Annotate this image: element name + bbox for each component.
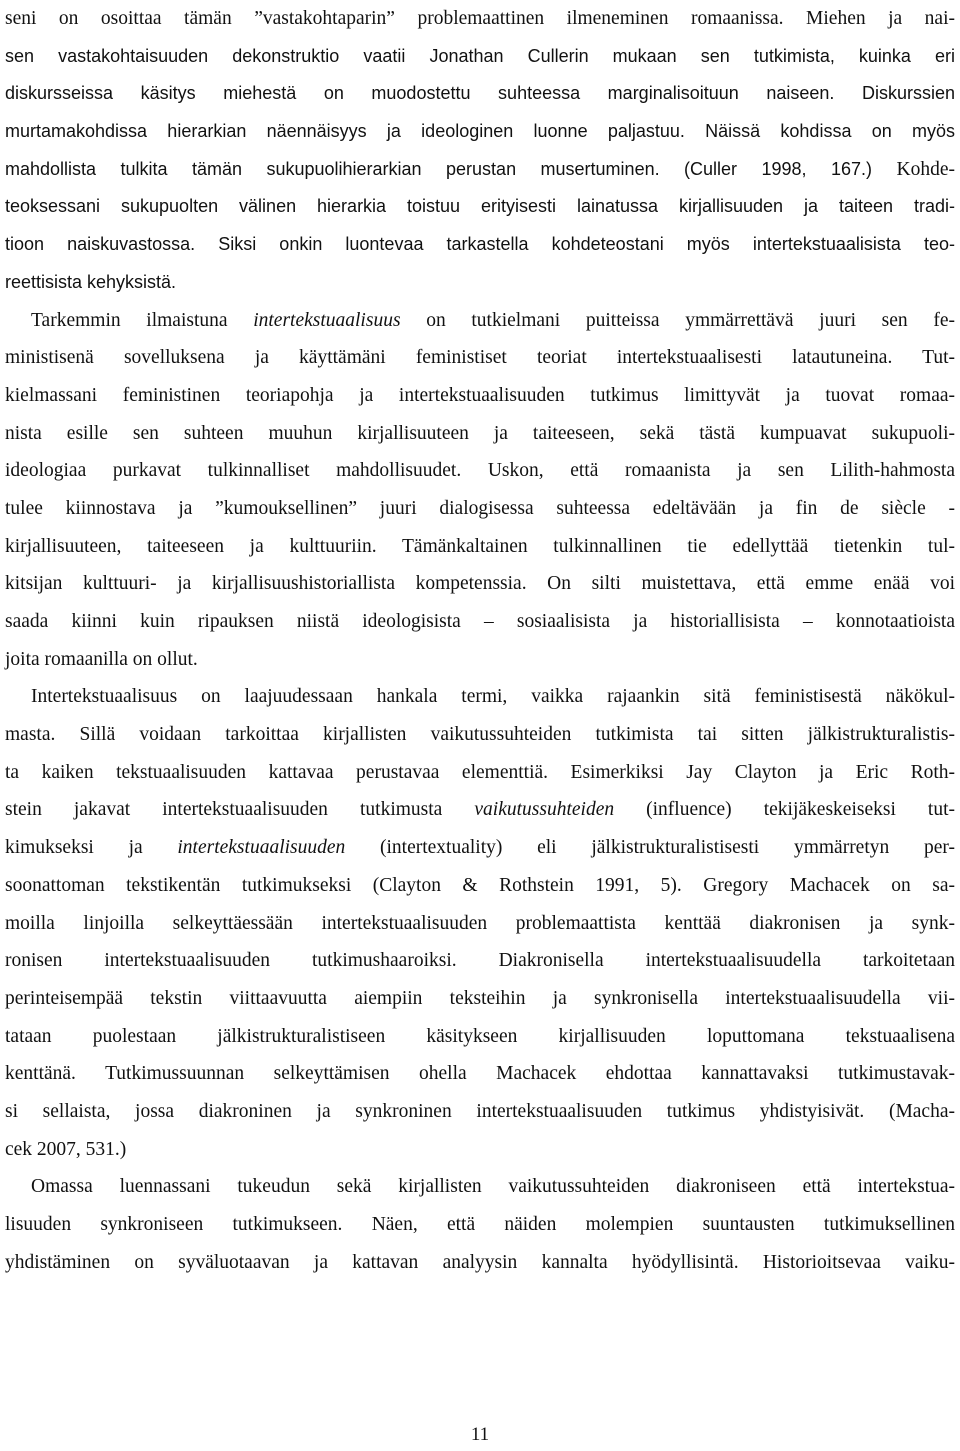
text-line [5,754,955,792]
text-line [5,113,955,151]
text-segment: kimukseksi ja [5,837,178,859]
text-line [5,0,955,38]
text-segment: stein jakavat intertekstuaalisuuden tutkimusta [5,799,475,821]
text-line [5,980,955,1018]
text-segment: ronisen intertekstuaalisuuden tutkimushaaroiksi. Diakronisella intertekstuaalisuudella tarkoitetaan [5,950,955,972]
page-number: 11 [470,1424,490,1445]
text-line [5,1055,955,1093]
text-line [5,339,955,377]
text-segment: Tarkemmin ilmaistuna [31,309,254,331]
text-line [5,716,955,754]
text-segment: perinteisempää tekstin viittaavuutta aiempiin teksteihin ja synkronisella intertekstuaalisuudella vii- [5,987,955,1009]
text-segment: ministisenä sovelluksena ja käyttämäni feministiset teoriat intertekstuaalisesti latautuneina. Tut- [5,347,955,369]
text-line [5,603,955,641]
text-line [5,490,955,528]
text-line [5,641,955,679]
text-line [5,867,955,905]
text-line [5,264,955,302]
text-line [5,1168,955,1206]
text-line [5,302,955,340]
text-line [5,188,955,226]
text-segment: masta. Sillä voidaan tarkoittaa kirjallisten vaikutussuhteiden tutkimista tai sitten jälkistrukturalistis- [5,724,955,746]
text-line [5,1206,955,1244]
text-segment: kirjallisuuteen, taiteeseen ja kulttuuriin. Tämänkaltainen tulkinnallinen tie edellyttää tietenkin tul- [5,535,955,557]
text-segment: ideologiaa purkavat tulkinnalliset mahdollisuudet. Uskon, että romaanista ja sen Lilith-hahmosta [5,460,955,482]
text-segment: soonattoman tekstikentän tutkimukseksi (Clayton & Rothstein 1991, 5). Gregory Machacek on sa- [5,874,955,896]
text-segment: Kohde- [896,158,955,180]
text-segment: cek 2007, 531.) [5,1138,127,1160]
text-line [5,528,955,566]
text-line [5,678,955,716]
text-line [5,905,955,943]
text-segment: (intertextuality) eli jälkistrukturalistisesti ymmärretyn per- [345,837,955,859]
text-segment: si sellaista, jossa diakroninen ja synkroninen intertekstuaalisuuden tutkimus yhdistyisivät. (Macha- [5,1100,955,1122]
text-line [5,38,955,76]
text-line [5,829,955,867]
text-segment: Diskurssien [861,83,955,104]
text-segment: saada kiinni kuin ripauksen niistä ideologisista – sosiaalisista ja historiallisista – konnotaatioista [5,611,955,632]
text-segment: teoksessani sukupuolten välinen hierarkia toistuu erityisesti lainatussa kirjallisuuden ja taiteen tradi- [5,196,955,217]
text-line [5,1093,955,1131]
text-segment: nista esille sen suhteen muuhun kirjallisuuteen ja taiteeseen, sekä tästä kumpuavat sukupuoli- [5,422,955,444]
text-segment: kenttänä. Tutkimussuunnan selkeyttämisen ohella Machacek ehdottaa kannattavaksi tutkimustavak- [5,1063,955,1085]
text-segment: sen vastakohtaisuuden dekonstruktio vaatii Jonathan Cullerin mukaan sen tutkimista, kuinka eri [5,45,955,66]
text-line [5,1244,955,1282]
text-line [5,452,955,490]
text-segment: tataan puolestaan jälkistrukturalistiseen käsitykseen kirjallisuuden loputtomana tekstuaalisena [5,1025,955,1047]
text-line [5,1018,955,1056]
text-segment: joita romaanilla on ollut. [5,648,198,670]
text-segment: on tutkielmani puitteissa ymmärrettävä juuri sen fe- [400,309,955,331]
text-line [5,75,955,113]
text-line [5,942,955,980]
text-segment: kielmassani feministinen teoriapohja ja intertekstuaalisuuden tutkimus limittyvät ja tuovat romaa- [5,384,955,406]
text-segment: tioon naiskuvastossa. [5,234,219,255]
text-line [5,377,955,415]
text-segment: ta kaiken tekstuaalisuuden kattavaa perustavaa elementtiä. Esimerkiksi Jay Clayton ja Eric Roth- [5,761,955,783]
text-segment: murtamakohdissa hierarkian näennäisyys ja ideologinen luonne paljastuu. Näissä kohdissa on myös [5,121,955,142]
text-segment: moilla linjoilla selkeyttäessään intertekstuaalisuuden problemaattista kenttää diakronisen ja synk- [5,912,955,934]
text-segment: Siksi onkin luontevaa tarkastella kohdeteostani myös intertekstuaalisista teo- [218,234,955,255]
document-page [5,0,955,1281]
text-line [5,415,955,453]
text-line [5,791,955,829]
text-segment: tulee kiinnostava ja ”kumouksellinen” juuri dialogisessa suhteessa edeltävään ja fin de siècle - [5,497,955,519]
text-segment: (influence) tekijäkeskeiseksi tut- [614,799,955,821]
text-segment: lisuuden synkroniseen tutkimukseen. Näen, että näiden molempien suuntausten tutkimuksellinen [5,1214,955,1235]
text-segment: mahdollista tulkita tämän sukupuolihierarkian perustan musertuminen. (Culler 1998, 167.) [5,158,897,179]
text-segment: yhdistäminen on syväluotaavan ja kattavan analyysin kannalta hyödyllisintä. Historioitsevaa vaiku- [5,1251,955,1273]
italic-term: vaikutussuhteiden [474,799,615,821]
text-segment: diskursseissa käsitys miehestä on muodostettu suhteessa marginalisoituun naiseen. [5,83,862,104]
italic-term: intertekstuaalisuuden [177,837,346,859]
text-line [5,226,955,264]
text-line [5,151,955,189]
text-line [5,565,955,603]
text-segment: Omassa luennassani tukeudun sekä kirjallisten vaikutussuhteiden diakroniseen että intertekstua- [31,1176,955,1198]
text-segment: seni on osoittaa tämän ”vastakohtaparin” problemaattinen ilmeneminen romaanissa. Miehen ja nai- [5,8,955,29]
text-segment: reettisista kehyksistä. [5,271,177,292]
text-segment: kitsijan kulttuuri- ja kirjallisuushistoriallista kompetenssia. On silti muistettava, että emme enää voi [5,573,955,595]
text-line [5,1131,955,1169]
italic-term: intertekstuaalisuus [253,309,401,331]
text-segment: Intertekstuaalisuus on laajuudessaan hankala termi, vaikka rajaankin sitä feministisestä näkökul- [31,686,955,708]
